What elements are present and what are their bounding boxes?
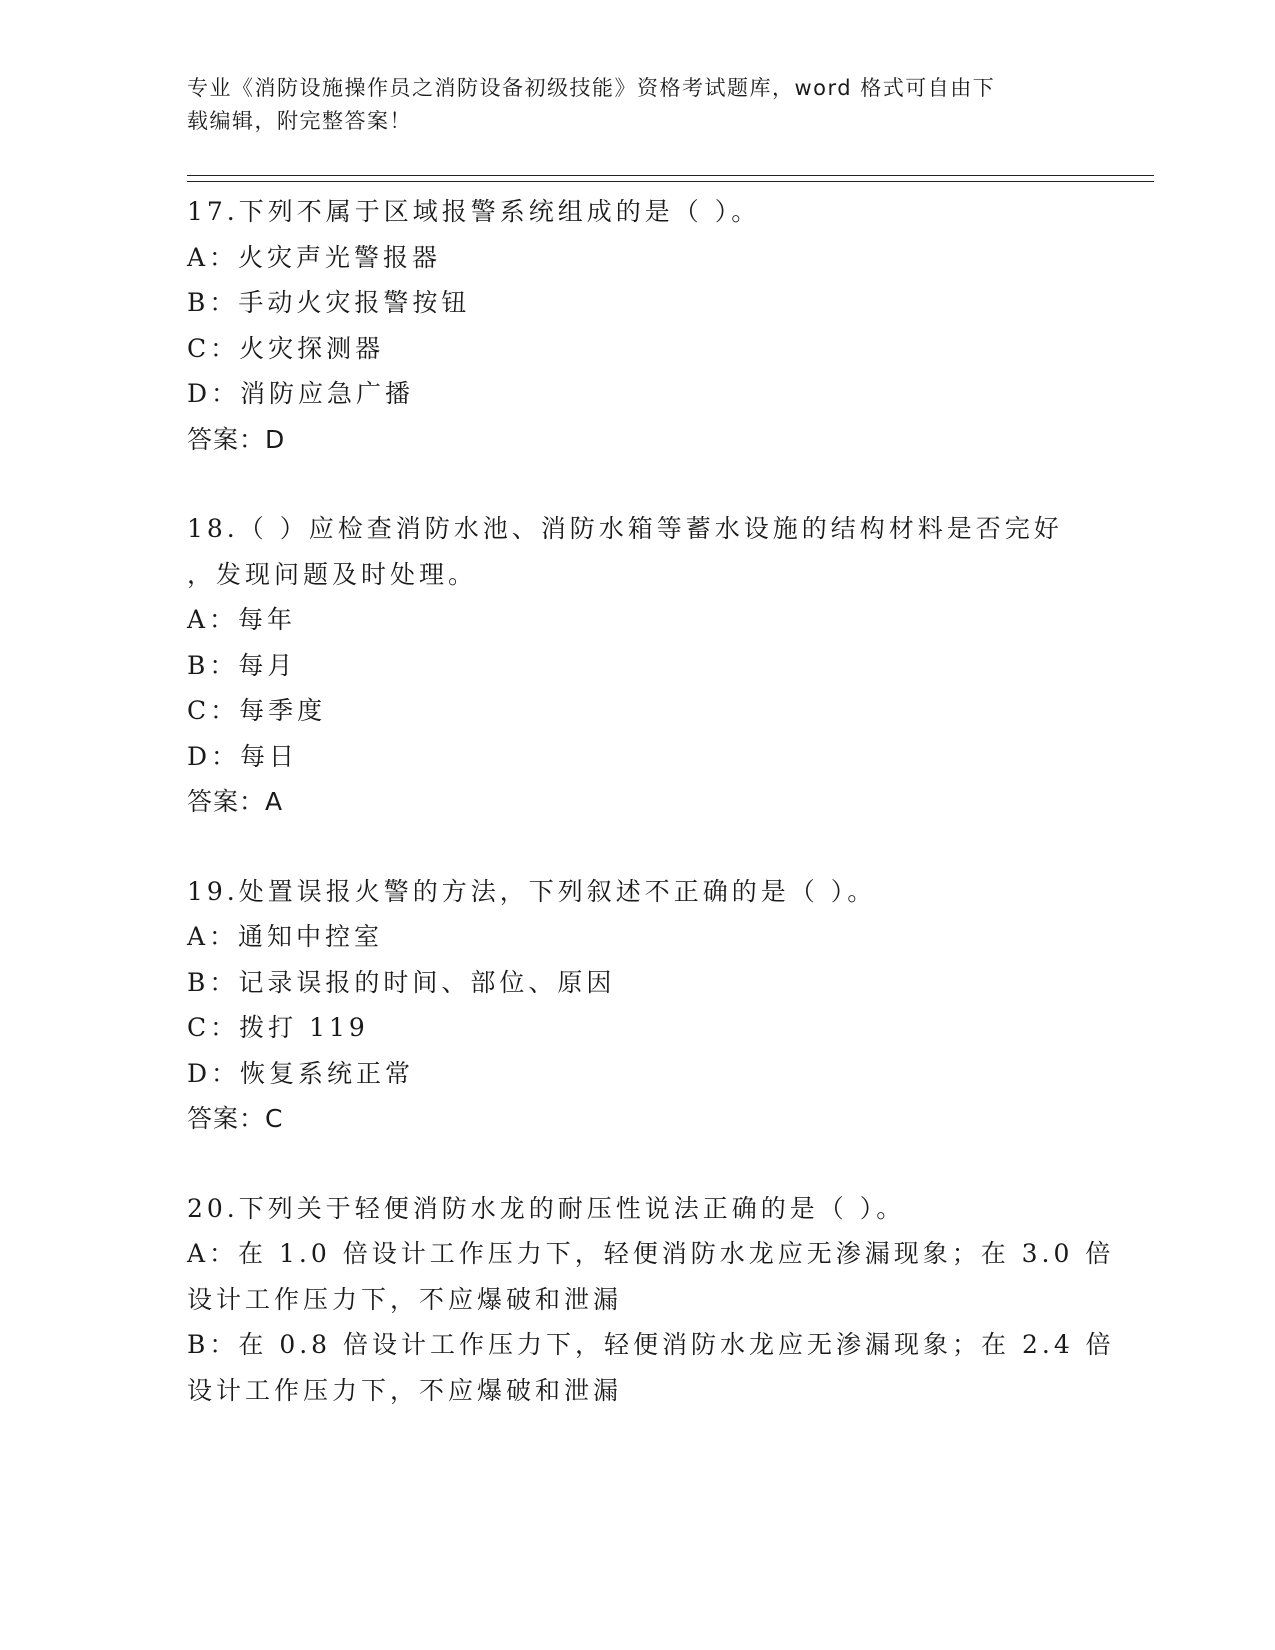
option-b: B：在 0.8 倍设计工作压力下，轻便消防水龙应无渗漏现象；在 2.4 倍 [187,1330,1115,1359]
question-stem: 17.下列不属于区域报警系统组成的是（ ）。 [187,197,761,226]
question-18 [187,506,1107,825]
option-c: C：拨打 119 [187,1013,369,1042]
option-b: B：每月 [187,650,297,680]
option-d: D：恢复系统正常 [187,1058,415,1088]
option-b: B：手动火灾报警按钮 [187,288,471,317]
document-header [187,72,1067,138]
option-c: C：每季度 [187,696,327,725]
option-a-continued: 设计工作压力下，不应爆破和泄漏 [187,1284,623,1314]
option-b-continued: 设计工作压力下，不应爆破和泄漏 [187,1375,623,1405]
question-20 [187,1186,1115,1414]
question-17 [187,189,1107,462]
header-line: 载编辑，附完整答案！ [187,109,412,133]
option-d: D：每日 [187,741,299,771]
answer: 答案：A [187,787,284,816]
header-divider [187,175,1154,176]
option-a: A：通知中控室 [187,922,384,951]
answer: 答案：D [187,424,286,454]
header-divider [187,181,1154,182]
option-b: B：记录误报的时间、部位、原因 [187,967,616,997]
option-a: A：火灾声光警报器 [187,242,442,272]
question-19 [187,869,1107,1142]
option-a: A：在 1.0 倍设计工作压力下，轻便消防水龙应无渗漏现象；在 3.0 倍 [187,1239,1115,1268]
answer: 答案：C [187,1104,284,1133]
question-stem: 20.下列关于轻便消防水龙的耐压性说法正确的是（ ）。 [187,1193,906,1223]
question-stem: 18.（ ）应检查消防水池、消防水箱等蓄水设施的结构材料是否完好 [187,514,1063,543]
option-a: A：每年 [187,605,297,634]
question-stem: ，发现问题及时处理。 [187,559,478,589]
question-stem: 19.处置误报火警的方法，下列叙述不正确的是（ ）。 [187,876,877,906]
option-c: C：火灾探测器 [187,333,385,363]
header-line: 专业《消防设施操作员之消防设备初级技能》资格考试题库，word 格式可自由下 [187,76,996,100]
question-list [187,189,1115,1413]
option-d: D：消防应急广播 [187,379,415,408]
